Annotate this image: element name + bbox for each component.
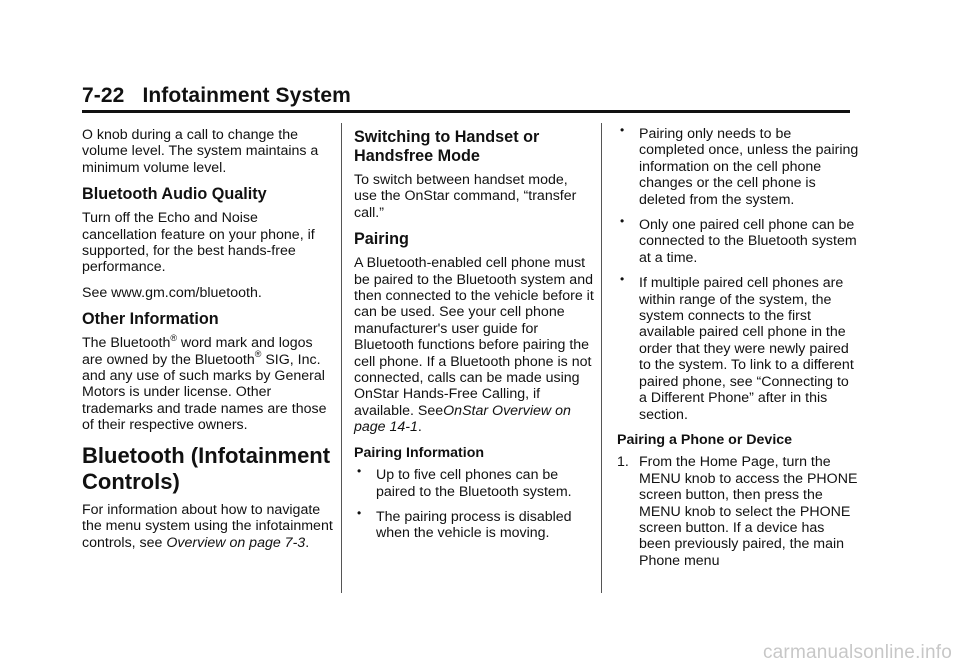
pairing-notes-list — [617, 123, 859, 423]
see-website-text: See www.gm.com/bluetooth. — [82, 284, 262, 301]
step-number: 1. — [617, 454, 629, 471]
trademark-text-1: The Bluetooth — [82, 335, 171, 352]
pairing-steps-list — [617, 454, 859, 569]
bullet-icon: • — [357, 505, 362, 520]
intro-text: knob during a call to change the volume level. The system maintains a minimum volume level. — [82, 127, 319, 176]
list-item-text: The pairing process is disabled when the vehicle is moving. — [376, 508, 572, 542]
column-right — [617, 123, 859, 569]
audio-quality-text: Turn off the Echo and Noise cancellation feature on your phone, if supported, for the best hands-free performance. — [82, 210, 315, 276]
pairing-end: . — [417, 419, 422, 436]
infotainment-controls-heading: Bluetooth (Infotainment Controls) — [82, 442, 331, 494]
overview-reference-link[interactable]: Overview on page 7-3 — [166, 534, 306, 551]
pairing-info-heading: Pairing Information — [354, 444, 485, 461]
list-item-text: Pairing only needs to be completed once, unless the pairing information on the cell phone changes or the cell phone is deleted from the system. — [639, 126, 859, 208]
registered-mark: ® — [170, 332, 177, 343]
pairing-info-list — [354, 464, 594, 542]
column-divider-1 — [341, 123, 342, 593]
step-text: From the Home Page, turn the MENU knob to access the PHONE screen button, then press the MENU knob to select the PHONE screen button. If a device has been previously paired, the main Phone menu — [639, 454, 858, 569]
registered-mark: ® — [254, 348, 262, 359]
trademark-text-3: SIG, Inc. and any use of such marks by General Motors is under license. Other trademarks and trade names are those of their respective owners. — [82, 351, 327, 434]
bullet-icon: • — [620, 272, 625, 287]
navigate-text: For information about how to navigate the menu system using the infotainment controls, see — [82, 501, 333, 551]
list-item-text: Only one paired cell phone can be connected to the Bluetooth system at a time. — [639, 217, 857, 266]
column-left — [82, 126, 334, 560]
watermark: carmanualsonline.info — [762, 642, 952, 663]
pairing-device-heading: Pairing a Phone or Device — [617, 431, 793, 448]
pairing-heading: Pairing — [354, 230, 409, 249]
bullet-icon: • — [620, 214, 625, 229]
intro-paragraph — [82, 126, 334, 176]
step-item — [617, 454, 859, 569]
power-knob-icon: O — [82, 126, 93, 142]
bullet-icon: • — [357, 464, 362, 479]
trademark-paragraph — [82, 332, 334, 434]
bullet-icon: • — [620, 123, 625, 137]
column-middle — [354, 126, 594, 551]
navigate-end: . — [305, 534, 310, 551]
pairing-text: A Bluetooth-enabled cell phone must be paired to the Bluetooth system and then connected to the vehicle before it can be used. See your cell phone manufacturer's user guide for Bluetooth functions before pairing the cell phone. If a Bluetooth phone is not connected, calls can be made using OnStar Hands-Free Calling, if available. See — [354, 255, 594, 419]
switching-heading: Switching to Handset or Handsfree Mode — [354, 128, 540, 165]
trademark-text-2: word mark and logos are owned by the Bluetooth — [82, 335, 313, 368]
pairing-paragraph — [354, 255, 594, 435]
other-info-heading: Other Information — [82, 310, 219, 329]
section-title: Infotainment System — [142, 84, 351, 107]
list-item — [617, 214, 859, 266]
list-item — [617, 272, 859, 423]
header-rule — [82, 110, 850, 113]
list-item — [617, 123, 859, 208]
column-divider-2 — [601, 123, 602, 593]
list-item — [354, 505, 594, 542]
page-number: 7-22 — [82, 84, 125, 107]
list-item — [354, 464, 594, 500]
navigate-paragraph — [82, 502, 334, 551]
onstar-reference-link[interactable]: OnStar Overview on page 14-1 — [354, 402, 571, 436]
page-header — [82, 84, 351, 108]
list-item-text: Up to five cell phones can be paired to the Bluetooth system. — [376, 467, 572, 500]
audio-quality-heading: Bluetooth Audio Quality — [82, 185, 267, 204]
switching-text: To switch between handset mode, use the OnStar command, “transfer call.” — [354, 172, 577, 221]
list-item-text: If multiple paired cell phones are within range of the system, the system connects to the first available paired cell phone in the order that they were newly paired to the system. To link to a different paired phone, see “Connecting to a Different Phone” after in this section. — [639, 275, 854, 423]
